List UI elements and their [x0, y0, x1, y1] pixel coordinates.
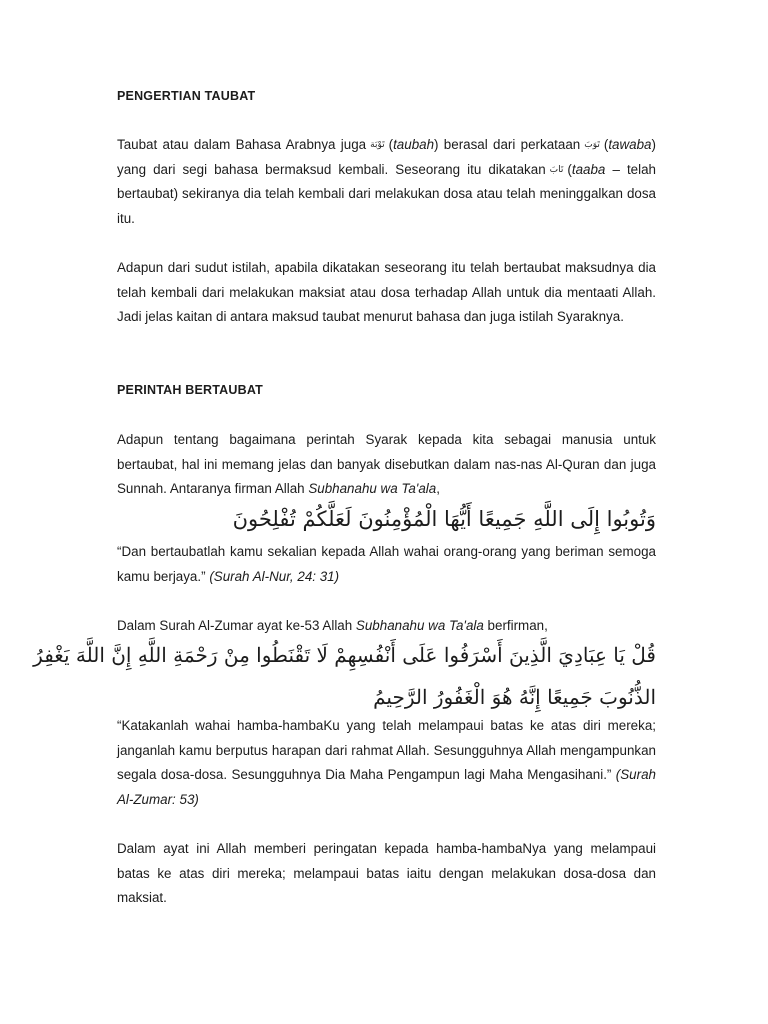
text-run: (: [388, 137, 394, 152]
verse-citation: (Surah Al-Zumar: 53): [117, 767, 656, 807]
arabic-verse-line-1: قُلْ يَا عِبَادِيَ الَّذِينَ أَسْرَفُوا عَلَى أَنْفُسِهِمْ لَا تَقْنَطُوا مِنْ رَحْمَةِ اللَّهِ إِنَّ اللَّهَ يَغْفِرُ: [33, 643, 656, 667]
italic-term-tawaba: tawaba: [608, 137, 652, 152]
arabic-verse-line-2: الذُّنُوبَ جَمِيعًا إِنَّهُ هُوَ الْغَفُورُ الرَّحِيمُ: [373, 685, 656, 709]
arabic-word-tawaba: تَوَبَ: [584, 140, 600, 150]
text-run: – telah bertaubat) sekiranya dia telah kembali dari melakukan dosa atau telah meninggalkan dosa itu.: [117, 161, 656, 226]
italic-phrase-subhanahu: Subhanahu wa Ta'ala: [355, 618, 484, 633]
text-run: ) yang dari segi bahasa bermaksud kembali. Seseorang itu dikatakan: [117, 137, 656, 177]
verse-translation: “Katakanlah wahai hamba-hambaKu yang telah melampaui batas ke atas diri mereka; janganlah kamu berputus harapan dari rahmat Allah. Sesungguhnya Allah mengampunkan segala dosa-dosa. Sesungguhnya Dia Maha Pengampun lagi Maha Mengasihani.”: [117, 718, 656, 782]
paragraph-warning: Dalam ayat ini Allah memberi peringatan kepada hamba-hambaNya yang melampaui batas ke atas diri mereka; melampaui batas iaitu dengan melakukan dosa-dosa dan maksiat.: [117, 841, 656, 905]
text-run: Dalam Surah Al-Zumar ayat ke-53 Allah: [117, 618, 353, 633]
text-run: Taubat atau dalam Bahasa Arabnya juga: [117, 137, 367, 152]
paragraph-command: [117, 428, 656, 502]
paragraph-definition-language: [117, 133, 656, 231]
verse-citation: (Surah Al-Nur, 24: 31): [209, 568, 340, 584]
arabic-verse-line: وَتُوبُوا إِلَى اللَّهِ جَمِيعًا أَيُّهَا الْمُؤْمِنُونَ لَعَلَّكُمْ تُفْلِحُونَ: [232, 507, 656, 531]
text-run: Adapun tentang bagaimana perintah Syarak kepada kita sebagai manusia untuk bertaubat, hal ini memang jelas dan banyak disebutkan dalam nas-nas Al-Quran dan juga Sunnah. Antaranya firman Allah: [117, 432, 656, 496]
italic-phrase-subhanahu: Subhanahu wa Ta'ala: [308, 481, 437, 496]
text-run: (: [603, 137, 609, 152]
italic-term-taubah: taubah: [393, 137, 435, 152]
translation-al-zumar: [117, 714, 656, 812]
verse-translation: “Dan bertaubatlah kamu sekalian kepada Allah wahai orang-orang yang beriman semoga kamu berjaya.”: [117, 544, 656, 584]
text-run: berfirman,: [487, 618, 548, 633]
section-heading-pengertian: PENGERTIAN TAUBAT: [117, 89, 256, 103]
arabic-word-taaba: تَابَ: [549, 164, 564, 175]
arabic-word-taubah: تَوْبَة: [370, 140, 385, 150]
quran-verse-al-nur: [117, 498, 656, 540]
section-heading-perintah: PERINTAH BERTAUBAT: [117, 383, 263, 397]
italic-term-taaba: taaba: [571, 161, 606, 177]
text-run: ,: [436, 481, 440, 496]
text-run: ) berasal dari perkataan: [434, 137, 581, 152]
quran-verse-al-zumar: [33, 634, 656, 718]
translation-al-nur: [117, 540, 656, 589]
text-run: (: [567, 161, 572, 177]
paragraph-definition-term: Adapun dari sudut istilah, apabila dikatakan seseorang itu telah bertaubat maksudnya dia telah kembali dari melakukan maksiat atau dosa terhadap Allah untuk dia mentaati Allah. Jadi jelas kaitan di antara maksud taubat menurut bahasa dan juga istilah Syaraknya.: [117, 260, 656, 324]
